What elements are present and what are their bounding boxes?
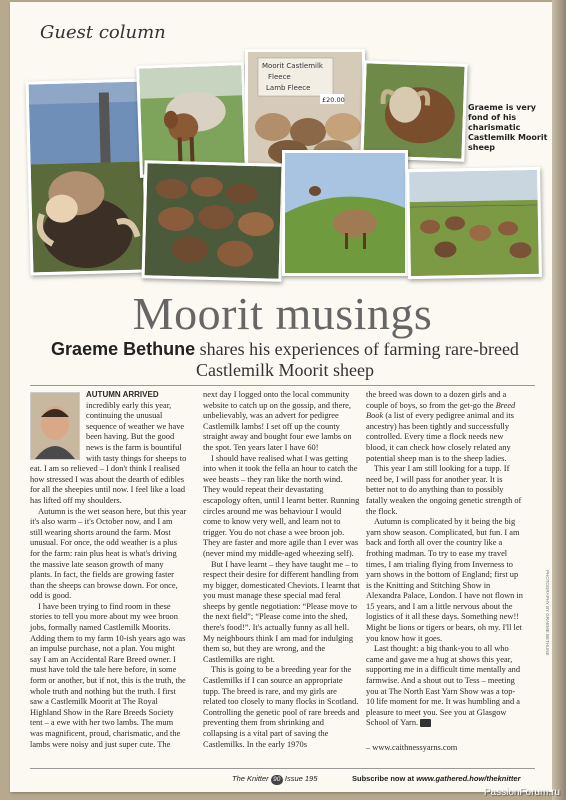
paragraph [366, 644, 523, 729]
subscribe-label: Subscribe now at [352, 774, 415, 783]
article-column-3 [366, 390, 523, 754]
article-column-2 [203, 390, 360, 750]
page-spine [552, 0, 566, 800]
page-number: 90 [271, 775, 283, 785]
article-standfirst [50, 339, 520, 381]
footer-magazine [232, 774, 317, 785]
author-portrait [30, 392, 80, 460]
website-link[interactable]: – www.caithnessyarns.com [366, 743, 458, 752]
paragraph: I have been trying to find room in these stories to tell you more about my wee broon jobs, formally named Castlemilk Moorits. Adding them to my farm 10-ish years ago was an impulse purchase, not a plan. You might say I am an Accidental Rare Breed owner. I must have told the tale here before, in some form or another, but if not, this is the truth, the whole truth and nothing but the truth. I first saw a Castlemilk Moorit at The Royal Highland Show in the Rare Breeds Society tent – a ewe with her two lambs. The mum was magnificent, proud, charismatic, and the lambs were noisy and just super cute. The [30, 601, 186, 749]
end-mark-icon [420, 719, 431, 727]
article-column-1 [30, 390, 187, 750]
paragraph [366, 390, 523, 464]
magazine-name: The Knitter [232, 774, 269, 783]
paragraph: next day I logged onto the local community website to catch up on the gossip, and there, unbelievably, was an advert for pedigree Castlemilk lambs! I set off up the county straight away and bought four ewe lambs on the spot. Ten years later I have 60! [203, 390, 352, 452]
lead-in: AUTUMN ARRIVED [86, 390, 159, 399]
author-name: Graeme Bethune [51, 339, 196, 359]
photo-flock-field [141, 160, 284, 282]
divider [30, 385, 535, 386]
section-label: Guest column [40, 22, 166, 43]
paragraph-text: the breed was down to a dozen girls and a couple of boys, so from the get-go the [366, 390, 507, 410]
photo-caption: Graeme is very fond of his charismatic Castlemilk Moorit sheep [468, 103, 548, 152]
paragraph: Autumn is complicated by it being the big yarn show season. Complicated, but fun. I am back and forth all over the country like a frothing madman. To try to ease my travel times, I am trialing flying from Inverness to yarn shows in the bottom of England; first up is the Knitting and Stitching Show in Alexandra Palace, London. I have not flown in 15 years, and I am a little nervous about the logistics of it all these days. Something new!! Might be lions or tigers or bears, oh my. I'll let you know how it goes. [366, 517, 523, 643]
page-footer [30, 768, 535, 783]
paragraph: I should have realised what I was getting into when it took the fella an hour to catch the wee beasts – they ran like the north wind. They would repeat their devastating escapology often, until I learnt better. Running circles around me was behaviour I would come to know very well, and learn not to trigger. You do not chase a wee broon job. They are faster and more agile than I ever was (never mind my middle-aged wheezing self). [203, 453, 360, 558]
photo-sheep-child [25, 78, 148, 275]
sign-line-1: Moorit Castlemilk [262, 62, 323, 70]
paragraph: This year I am still looking for a tupp. If need be, I will pass for another year. It is better not to do anything than to possibly fatally weaken the ongoing genetic strength of the flock. [366, 464, 522, 516]
standfirst-text: shares his experiences of farming rare-breed Castlemilk Moorit sheep [195, 339, 519, 380]
article-headline: Moorit musings [132, 288, 433, 339]
sign-line-2: Fleece [268, 73, 291, 81]
paragraph-text: incredibly early this year, continuing the unusual sequence of weather we have been having. But the good news is the farm is bountiful with tasty things for sheeps to eat. I am so relieved – I don't think I realised how stressed I was about the dearth of edibles for all the sheepies until now. I feel like a load has lifted off my shoulders. [30, 400, 187, 505]
sign-line-3: Lamb Fleece [266, 84, 311, 92]
photo-credit: PHOTOGRAPHY BY GRAEME BETHUNE [545, 570, 550, 656]
paragraph-text: Last thought: a big thank-you to all who came and gave me a hug at shows this year, supporting me in a difficult time mentally and farmwise. And a shout out to Tess – meeting you at The North East Yarn Show was a top-10 life moment for me. It was humbling and a pleasure to meet you. See you at Glasgow School of Yarn. [366, 644, 521, 728]
price-tag: £20.00 [322, 96, 345, 104]
paragraph: But I have learnt – they have taught me – to respect their desire for different handling from my bigger, domesticated Cheviots. I learnt that you must manage these special mad feral sheeps by gentle negotiation: “Please move to the next field”; “Please come into the shed, there's food!”. It's actually funny as all hell. My neighbours think I am mad for indulging them so, but they are wrong, and the Castlemilks are right. [203, 559, 360, 664]
issue-number: Issue 195 [284, 774, 318, 783]
paragraph: Autumn is the wet season here, but this year it's also warm – it's October now, and I am still wearing shorts around the farm. Most unusual. For once, the odd weather is a plus for the farm: rain plus heat is what's driving the massive late season growth of many plants. In fact, the fields are growing faster than the sheeps can browse down. For once, odd is good. [30, 506, 187, 601]
breed-book-title: Breed Book [366, 400, 516, 421]
photo-hilltop-sheep [282, 150, 408, 276]
footer-subscribe [352, 774, 521, 783]
magazine-page [10, 2, 555, 792]
photo-flock-meadow [406, 167, 542, 279]
subscribe-link[interactable]: www.gathered.how/theknitter [416, 774, 521, 783]
paragraph-text: (a list of every pedigree animal and its ancestry) has been tightly and successfully controlled. Every time a flock needs new blood, it can check how closely related any potential sheep man is to the sheep ladies. [366, 411, 514, 463]
paragraph: This is going to be a breeding year for the Castlemilks if I can source an appropriate tupp. The breed is rare, and my girls are related too closely to many flocks in Scotland. Controlling the genetic pool of rare breeds and preventing them from shrinking and collapsing is a vital part of saving the Castlemilks. In the early 1970s [203, 665, 360, 749]
photo-horned-sheep [360, 60, 467, 162]
watermark: PassionForum.ru [483, 787, 560, 798]
